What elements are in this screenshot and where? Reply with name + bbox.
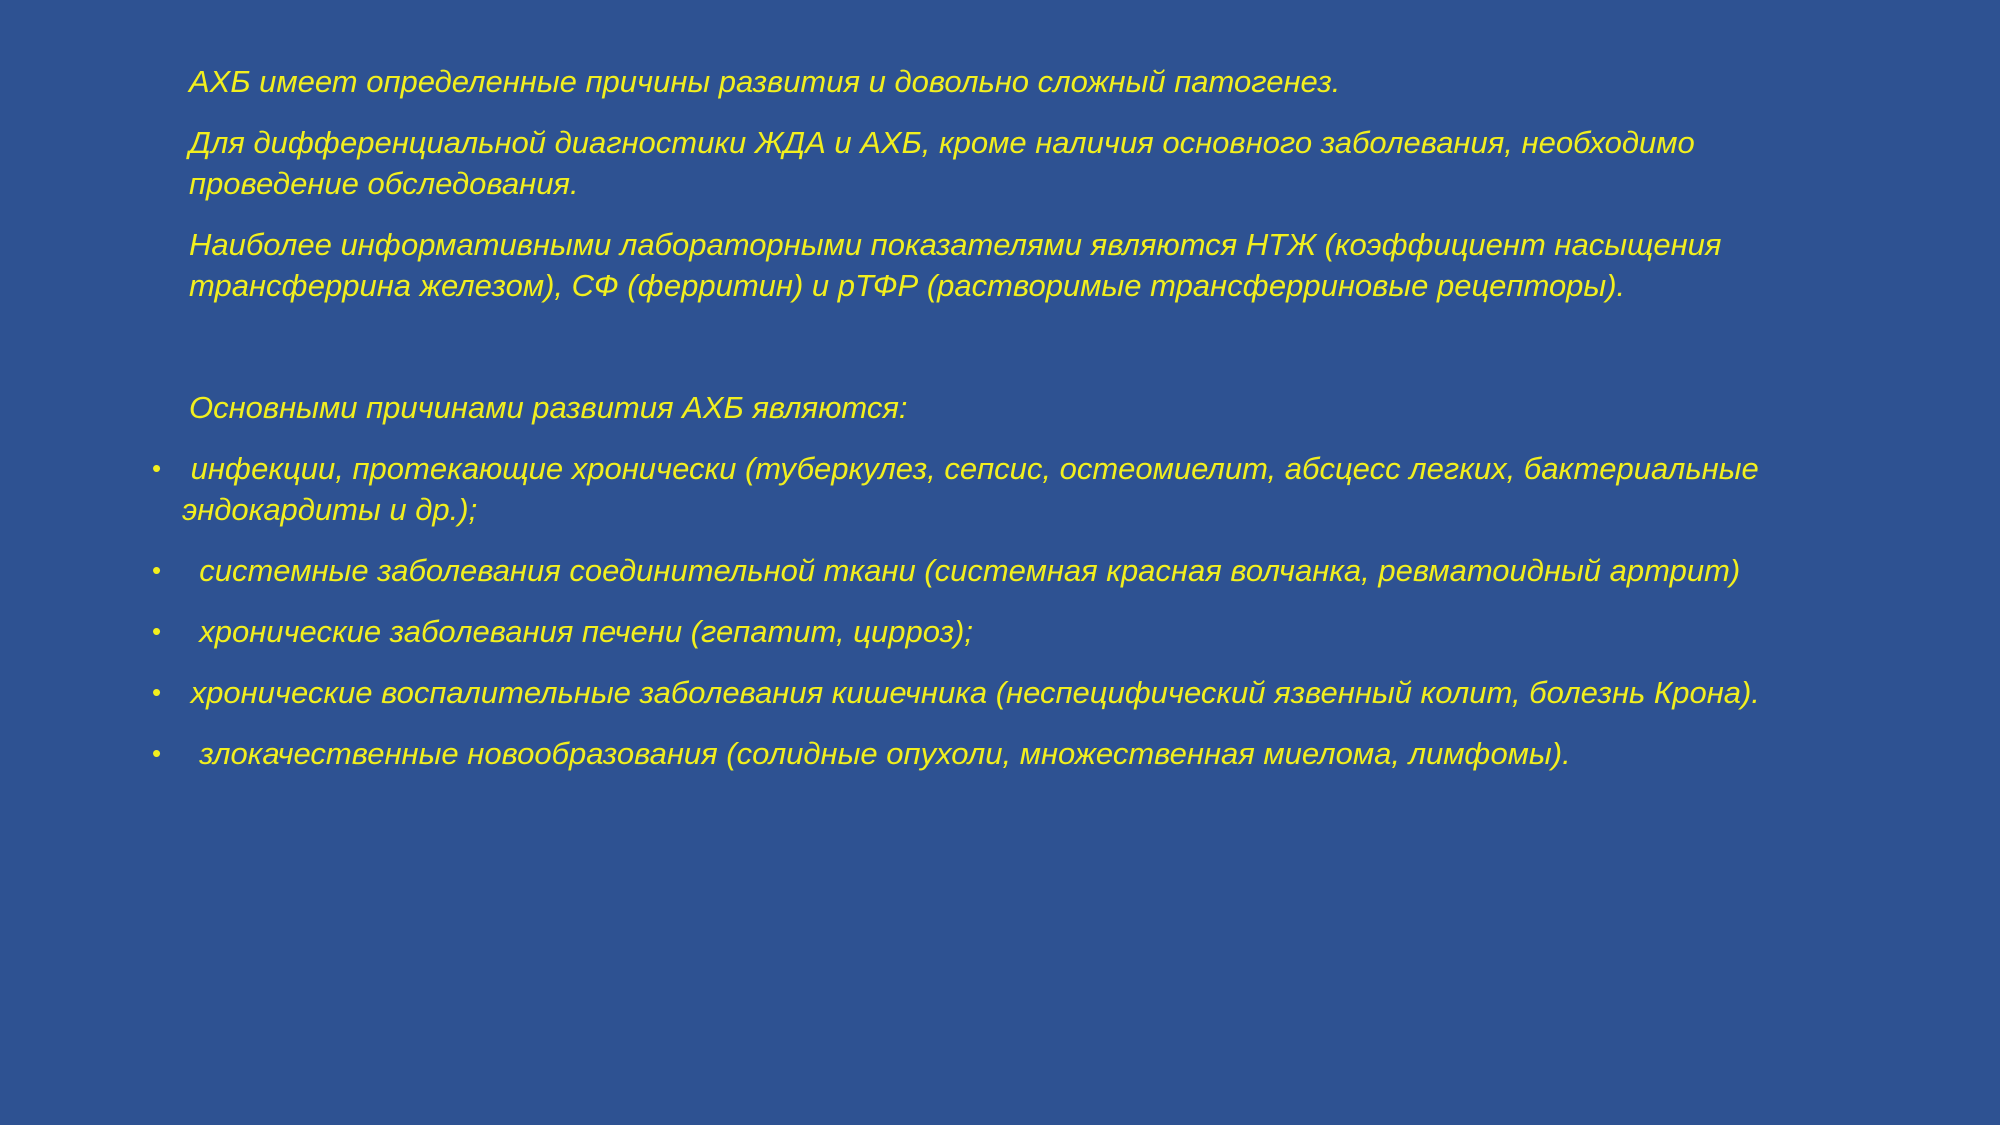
- list-item-text: системные заболевания соединительной ткани (системная красная волчанка, ревматоидный артрит): [182, 553, 1741, 588]
- list-item: [146, 672, 1866, 713]
- list-item: [146, 611, 1866, 652]
- list-item: [146, 550, 1866, 591]
- bullet-icon: •: [152, 453, 162, 483]
- list-item-text: хронические заболевания печени (гепатит, цирроз);: [182, 614, 973, 649]
- paragraph-spacer: [146, 326, 1866, 387]
- paragraph-causes-intro: Основными причинами развития АХБ являются:: [189, 390, 908, 425]
- list-item-text: злокачественные новообразования (солидные опухоли, множественная миелома, лимфомы).: [182, 736, 1571, 771]
- list-item: [146, 448, 1866, 530]
- bullet-icon: •: [152, 738, 162, 768]
- paragraph-pathogenesis: АХБ имеет определенные причины развития и довольно сложный патогенез.: [189, 64, 1341, 99]
- list-item-text: инфекции, протекающие хронически (туберкулез, сепсис, остеомиелит, абсцесс легких, бактериальные эндокардиты и др.);: [182, 451, 1768, 527]
- bullet-icon: •: [152, 616, 162, 646]
- bullet-icon: •: [152, 555, 162, 585]
- bullet-icon: •: [152, 677, 162, 707]
- list-item-text: хронические воспалительные заболевания кишечника (неспецифический язвенный колит, болезнь Крона).: [182, 675, 1760, 710]
- slide-text-body: [146, 61, 1866, 794]
- list-item: [146, 733, 1866, 774]
- causes-list: [146, 448, 1866, 774]
- paragraph-differential-diagnosis: Для дифференциальной диагностики ЖДА и АХБ, кроме наличия основного заболевания, необходимо проведение обследования.: [189, 125, 1695, 201]
- paragraph-lab-indicators: Наиболее информативными лабораторными показателями являются НТЖ (коэффициент насыщения трансферрина железом), СФ (ферритин) и рТФР (растворимые трансферриновые рецепторы).: [189, 227, 1722, 303]
